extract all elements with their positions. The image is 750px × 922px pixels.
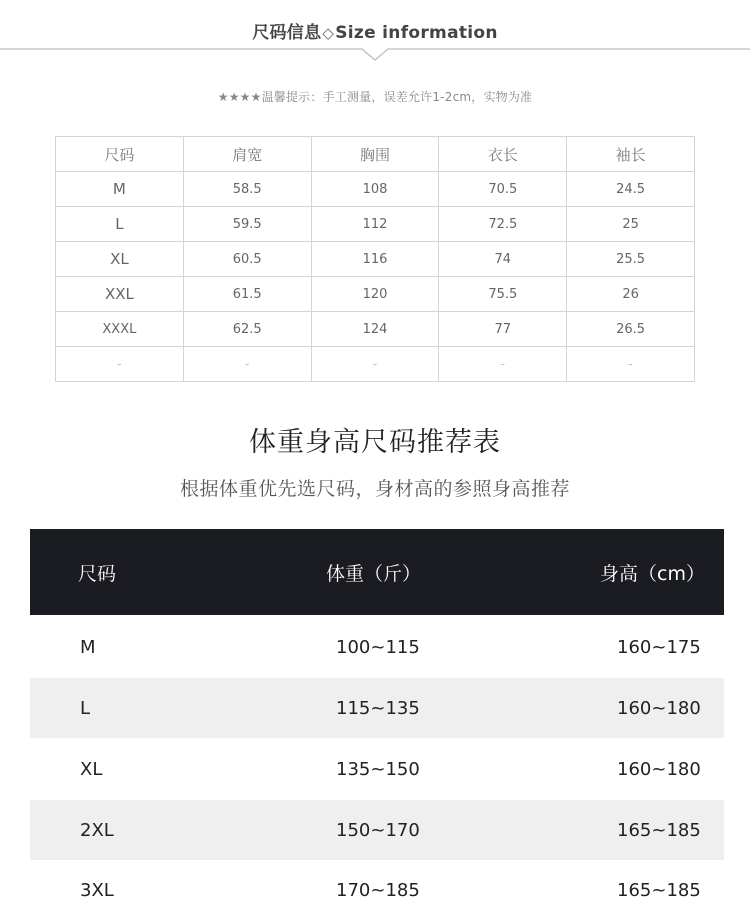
table-cell: 70.5	[439, 172, 567, 207]
recommend-weight: 150~170	[336, 820, 420, 841]
diamond-icon: ◇	[322, 24, 335, 42]
table-cell: 116	[311, 242, 439, 277]
table-cell: -	[567, 347, 695, 382]
table-row	[56, 207, 695, 242]
recommend-row	[30, 860, 724, 920]
recommend-height: 160~175	[617, 637, 701, 658]
size-info-title	[0, 18, 750, 43]
recommend-header-size: 尺码	[78, 563, 117, 585]
recommend-header-height: 身高（cm）	[600, 563, 705, 585]
recommend-height: 160~180	[617, 759, 701, 780]
table-cell: XXL	[56, 277, 184, 312]
table-cell: -	[439, 347, 567, 382]
recommend-weight: 170~185	[336, 880, 420, 901]
recommend-header	[30, 529, 724, 615]
recommend-header-weight: 体重（斤）	[326, 563, 422, 585]
size-header-sleeve: 袖长	[567, 137, 695, 172]
table-cell: 74	[439, 242, 567, 277]
header-divider	[0, 48, 750, 62]
recommend-size: XL	[80, 759, 103, 780]
recommend-size: 3XL	[80, 880, 114, 901]
size-info-title-cn: 尺码信息	[252, 23, 322, 43]
recommend-row	[30, 800, 724, 860]
recommend-weight: 100~115	[336, 637, 420, 658]
table-cell: -	[183, 347, 311, 382]
size-table-header-row	[56, 137, 695, 172]
recommend-row	[30, 739, 724, 799]
recommend-title: 体重身高尺码推荐表	[249, 427, 501, 458]
table-cell: 58.5	[183, 172, 311, 207]
table-cell: XL	[56, 242, 184, 277]
recommend-height: 165~185	[617, 880, 701, 901]
table-cell: 25	[567, 207, 695, 242]
table-cell: 26.5	[567, 312, 695, 347]
table-row	[56, 312, 695, 347]
table-cell: 61.5	[183, 277, 311, 312]
recommend-size: L	[80, 698, 91, 719]
table-cell: -	[311, 347, 439, 382]
table-cell: XXXL	[56, 312, 184, 347]
recommend-height: 160~180	[617, 698, 701, 719]
size-table	[55, 136, 695, 382]
table-row	[56, 277, 695, 312]
table-row	[56, 347, 695, 382]
table-cell: 124	[311, 312, 439, 347]
table-cell: 60.5	[183, 242, 311, 277]
table-cell: 112	[311, 207, 439, 242]
size-header-size: 尺码	[56, 137, 184, 172]
size-header-length: 衣长	[439, 137, 567, 172]
table-cell: 77	[439, 312, 567, 347]
recommend-size: 2XL	[80, 820, 114, 841]
table-cell: L	[56, 207, 184, 242]
recommend-weight: 115~135	[336, 698, 420, 719]
table-cell: 24.5	[567, 172, 695, 207]
size-header-shoulder: 肩宽	[183, 137, 311, 172]
table-cell: 26	[567, 277, 695, 312]
table-cell: -	[56, 347, 184, 382]
table-cell: 59.5	[183, 207, 311, 242]
table-cell: 120	[311, 277, 439, 312]
recommend-weight: 135~150	[336, 759, 420, 780]
table-row	[56, 242, 695, 277]
recommend-size: M	[80, 637, 96, 658]
table-cell: M	[56, 172, 184, 207]
table-cell: 108	[311, 172, 439, 207]
size-info-title-en: Size information	[335, 23, 498, 43]
table-cell: 62.5	[183, 312, 311, 347]
recommend-row	[30, 678, 724, 738]
recommend-row	[30, 617, 724, 677]
table-cell: 25.5	[567, 242, 695, 277]
table-cell: 75.5	[439, 277, 567, 312]
table-row	[56, 172, 695, 207]
recommend-height: 165~185	[617, 820, 701, 841]
size-header-chest: 胸围	[311, 137, 439, 172]
measurement-notice: ★★★★温馨提示：手工测量，误差允许1-2cm，实物为准	[217, 90, 533, 104]
recommend-subtitle: 根据体重优先选尺码，身材高的参照身高推荐	[179, 478, 570, 500]
table-cell: 72.5	[439, 207, 567, 242]
